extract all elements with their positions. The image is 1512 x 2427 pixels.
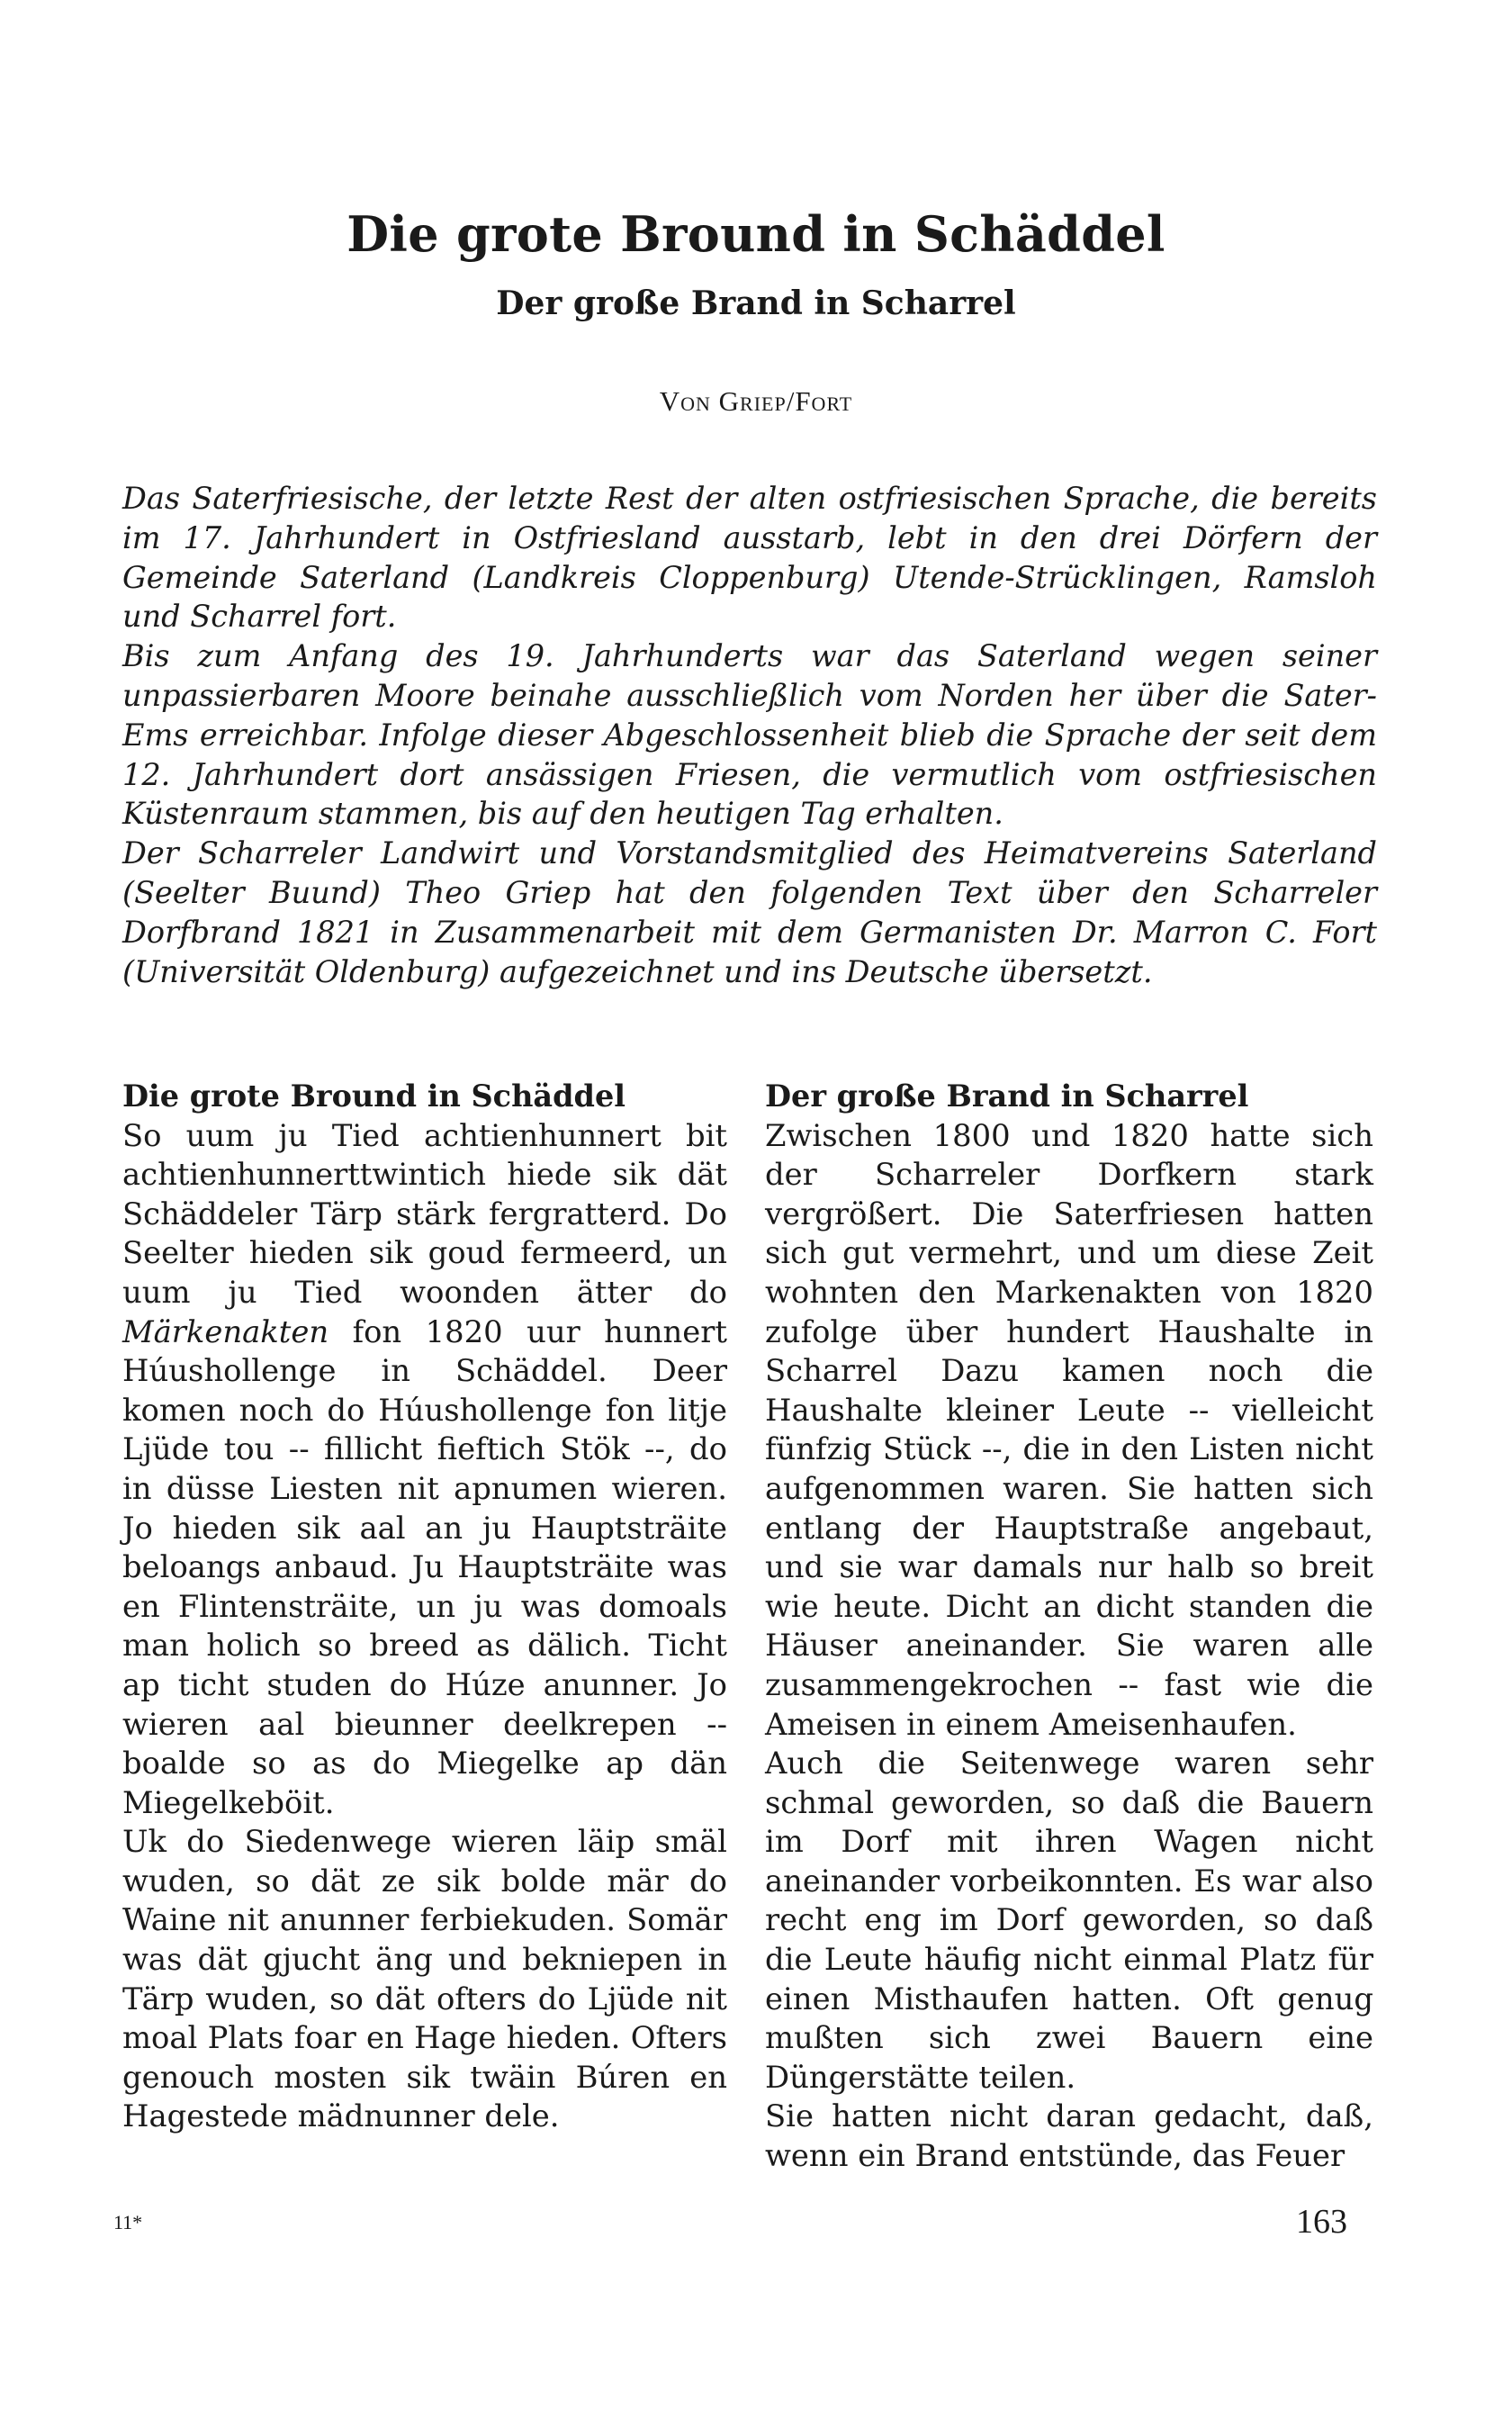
article-title: Die grote Bround in Schäddel (346, 205, 1166, 263)
intro-paragraph: Der Scharreler Landwirt und Vorstandsmitglied des Heimatvereins Saterland (Seelter Buund) Theo Griep hat den folgenden Text über den Scharreler Dorfbrand 1821 in Zusammenarbeit mit dem Germanisten Dr. Marron C. Fort (Universität Oldenburg) aufgezeichnet und ins Deutsche übersetzt. (122, 835, 1377, 989)
intro-paragraph: Bis zum Anfang des 19. Jahrhunderts war das Saterland wegen seiner unpassierbaren Moore beinahe ausschließlich vom Norden her über die Sater-Ems erreichbar. Infolge dieser Abgeschlossenheit blieb die Sprache der seit dem 12. Jahrhundert dort ansässigen Friesen, die vermutlich vom ostfriesischen Küstenraum stammen, bis auf den heutigen Tag erhalten. (122, 638, 1377, 832)
column-paragraph: Uk do Siedenwege wieren läip smäl wuden, so dät ze sik bolde mär do Waine nit anunner ferbiekuden. Somär was dät gjucht äng und bekniepen in Tärp wuden, so dät ofters do Ljüde nit moal Plats foar en Hage hieden. Ofters genouch mosten sik twäin Búren en Hagestede mädnunner dele. (122, 1824, 727, 2134)
emphasized-term: Märkenakten (122, 1313, 329, 1349)
paragraph-text: So uum ju Tied achtienhunnert bit achtienhunnerttwintich hiede sik dät Schäddeler Tärp stärk fergratterd. Do Seelter hieden sik goud fermeerd, un uum ju Tied woonden ätter do (122, 1117, 727, 1310)
saterfrisian-column (122, 1077, 727, 2136)
column-heading: Die grote Bround in Schäddel (122, 1078, 626, 1114)
page-number: 163 (1296, 2203, 1347, 2241)
column-paragraph: Auch die Seitenwege waren sehr schmal geworden, so daß die Bauern im Dorf mit ihren Wagen nicht aneinander vorbeikonnten. Es war also recht eng im Dorf geworden, so daß die Leute häufig nicht einmal Platz für einen Misthaufen hatten. Oft genug mußten sich zwei Bauern eine Düngerstätte teilen. (765, 1746, 1373, 2095)
author-line: Von Griep/Fort (659, 385, 853, 417)
column-paragraph: Zwischen 1800 und 1820 hatte sich der Scharreler Dorfkern stark vergrößert. Die Saterfriesen hatten sich gut vermehrt, und um diese Zeit wohnten den Markenakten von 1820 zufolge über hundert Haushalte in Scharrel Dazu kamen noch die Haushalte kleiner Leute -- vielleicht fünfzig Stück --, die in den Listen nicht aufgenommen waren. Sie hatten sich entlang der Hauptstraße angebaut, und sie war damals nur halb so breit wie heute. Dicht an dicht standen die Häuser aneinander. Sie waren alle zusammengekrochen -- fast wie die Ameisen in einem Ameisenhaufen. (765, 1117, 1373, 1742)
signature-mark: 11* (113, 2211, 143, 2233)
intro-paragraph: Das Saterfriesische, der letzte Rest der alten ostfriesischen Sprache, die bereits im 17. Jahrhundert in Ostfriesland ausstarb, lebt in den drei Dörfern der Gemeinde Saterland (Landkreis Cloppenburg) Utende-Strücklingen, Ramsloh und Scharrel fort. (122, 481, 1377, 635)
article-subtitle: Der große Brand in Scharrel (496, 284, 1016, 322)
column-paragraph: Sie hatten nicht daran gedacht, daß, wenn ein Brand entstünde, das Feuer (765, 2098, 1373, 2174)
column-paragraph (122, 1116, 727, 1823)
paragraph-text: fon 1820 uur hunnert Húushollenge in Schäddel. Deer komen noch do Húushollenge fon litje Ljüde tou -- fillicht fieftich Stök --, do in düsse Liesten nit apnumen wieren. Jo hieden sik aal an ju Hauptsträite beloangs anbaud. Ju Hauptsträite was en Flintensträite, un ju was domoals man holich so breed as dälich. Ticht ap ticht studen do Húze anunner. Jo wieren aal bieunner deelkrepen -- boalde so as do Miegelke ap dän Miegelkeböit. (122, 1313, 727, 1820)
german-column (765, 1077, 1373, 2176)
column-heading: Der große Brand in Scharrel (765, 1078, 1249, 1114)
intro-block (122, 479, 1377, 991)
